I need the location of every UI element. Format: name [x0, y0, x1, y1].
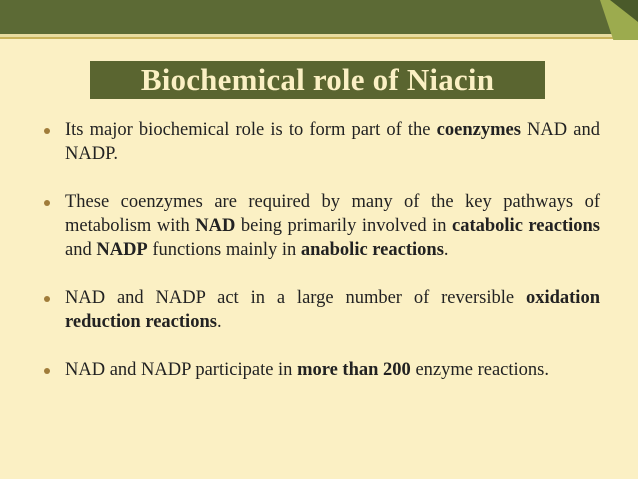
bold-segment: anabolic reactions [300, 240, 444, 260]
text-segment: NAD and NADP participate in [65, 360, 298, 380]
text-segment: NAD and NADP act in a large number of reversible [65, 288, 526, 308]
bullet-text [65, 360, 549, 380]
bullet-dot-icon [44, 296, 50, 302]
bullet-item [44, 118, 600, 166]
text-segment: These coenzymes are required by many of the key pathways of metabolism with [65, 192, 600, 236]
bullet-item [44, 358, 600, 382]
bullet-text [65, 120, 600, 164]
bullet-item [44, 286, 600, 334]
text-segment: and [65, 240, 97, 260]
bullet-item [44, 190, 600, 262]
text-segment: Its major biochemical role is to form part of the [65, 120, 437, 140]
bold-segment: catabolic reactions [452, 216, 601, 236]
bold-segment: oxidation reduction reactions [65, 288, 600, 332]
bullet-list [44, 118, 600, 382]
text-segment: being primarily involved in [235, 216, 452, 236]
top-bar-stripe-dark [0, 37, 638, 39]
text-segment: . [443, 240, 449, 260]
bold-segment: coenzymes [436, 120, 521, 140]
bullet-dot-icon [44, 128, 50, 134]
text-segment: . [216, 312, 222, 332]
bullet-dot-icon [44, 368, 50, 374]
slide-title: Biochemical role of Niacin [90, 61, 545, 99]
text-segment: enzyme reactions. [410, 360, 549, 380]
bullet-text [65, 288, 600, 332]
text-segment: functions mainly in [147, 240, 301, 260]
bold-segment: more than 200 [297, 360, 411, 380]
top-decorative-bar [0, 0, 638, 34]
bullet-dot-icon [44, 200, 50, 206]
bold-segment: NAD [195, 216, 236, 236]
text-segment: NAD and NADP. [65, 120, 600, 164]
bullet-text [65, 192, 600, 260]
bold-segment: NADP [96, 240, 148, 260]
